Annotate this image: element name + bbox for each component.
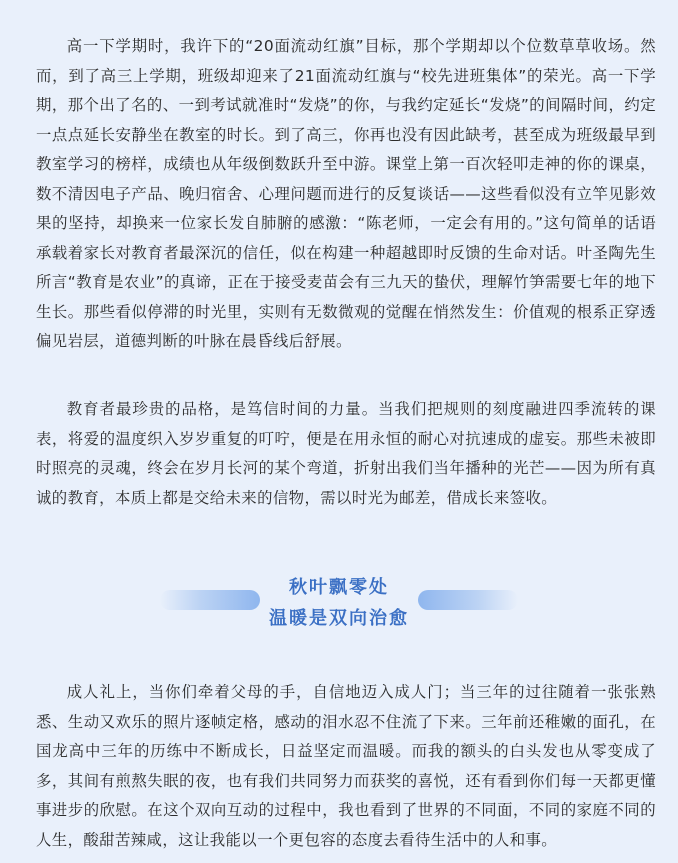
paragraph-2: 教育者最珍贵的品格，是笃信时间的力量。当我们把规则的刻度融进四季流转的课表，将爱的温度织入岁岁重复的叮咛，便是在用永恒的耐心对抗速成的虚妄。那些未被即时照亮的灵魂，终会在岁月长河的某个弯道，折射出我们当年播种的光芒——因为所有真诚的教育，本质上都是交给未来的信物，需以时光为邮差，借成长来签收。 (36, 400, 656, 507)
section-heading (0, 568, 678, 638)
paragraph-1: 高一下学期时，我许下的“20面流动红旗”目标，那个学期却以个位数草草收场。然而，到了高三上学期，班级却迎来了21面流动红旗与“校先进班集体”的荣光。高一下学期，那个出了名的、一到考试就准时“发烧”的你，与我约定延长“发烧”的间隔时间，约定一点点延长安静坐在教室的时长。到了高三，你再也没有因此缺考，甚至成为班级最早到教室学习的榜样，成绩也从年级倒数跃升至中游。课堂上第一百次轻叩走神的你的课桌，数不清因电子产品、晚归宿舍、心理问题而进行的反复谈话——这些看似没有立竿见影效果的坚持，却换来一位家长发自肺腑的感激：“陈老师，一定会有用的。”这句简单的话语承载着家长对教育者最深沉的信任，似在构建一种超越即时反馈的生命对话。叶圣陶先生所言“教育是农业”的真谛，正在于接受麦苗会有三九天的蛰伏，理解竹笋需要七年的地下生长。那些看似停滞的时光里，实则有无数微观的觉醒在悄然发生：价值观的根系正穿透偏见岩层，道德判断的叶脉在晨昏线后舒展。 (36, 37, 656, 350)
section-heading-line-2: 温暖是双向治愈 (269, 608, 409, 629)
section-heading-line-1: 秋叶飘零处 (289, 577, 389, 598)
paragraph-3: 成人礼上，当你们牵着父母的手，自信地迈入成人门；当三年的过往随着一张张熟悉、生动又欢乐的照片逐帧定格，感动的泪水忍不住流了下来。三年前还稚嫩的面孔，在国龙高中三年的历练中不断成长，日益坚定而温暖。而我的额头的白头发也从零变成了多，其间有煎熬失眠的夜，也有我们共同努力而获奖的喜悦，还有看到你们每一天都更懂事进步的欣慰。在这个双向互动的过程中，我也看到了世界的不同面，不同的家庭不同的人生，酸甜苦辣咸，这让我能以一个更包容的态度去看待生活中的人和事。 (36, 683, 656, 849)
